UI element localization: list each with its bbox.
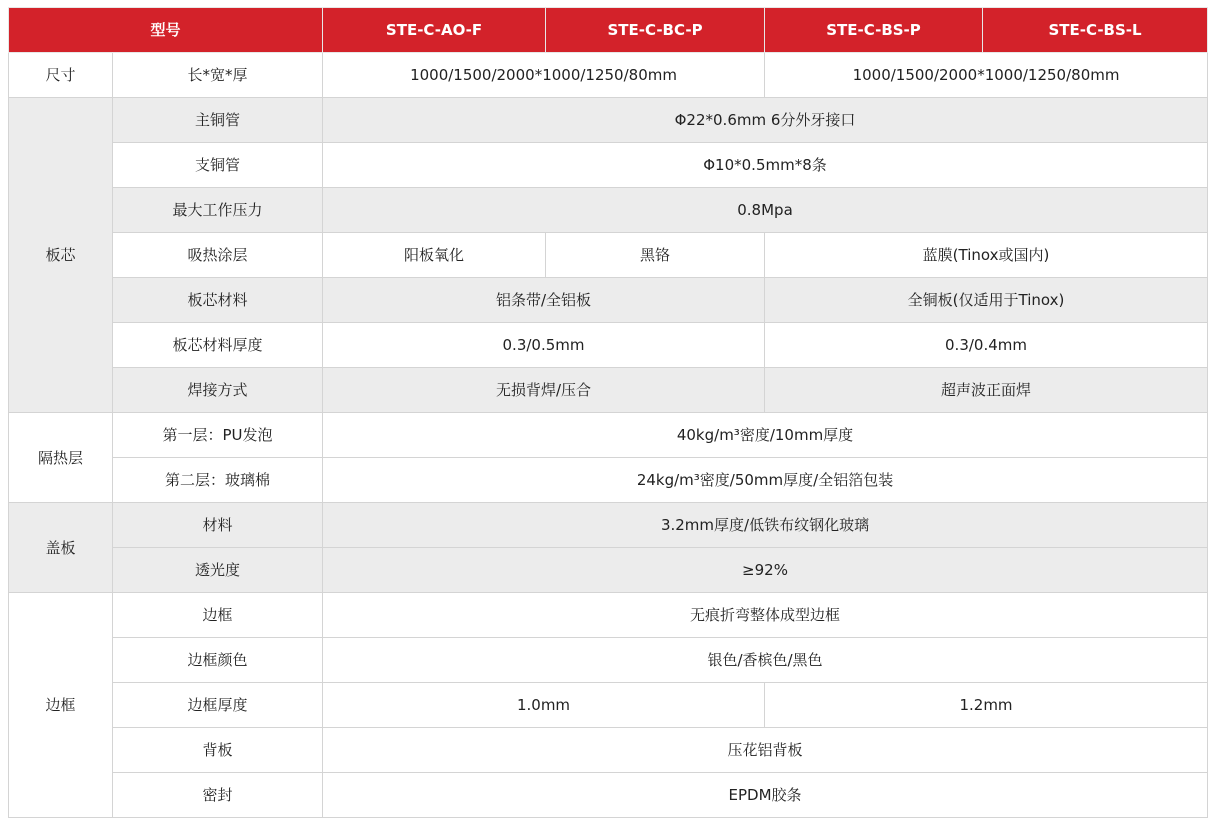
value-cell: Φ10*0.5mm*8条 — [323, 143, 1208, 188]
value-cell: 1.0mm — [323, 683, 765, 728]
value-cell: 0.3/0.5mm — [323, 323, 765, 368]
value-cell: EPDM胶条 — [323, 773, 1208, 818]
category-cell: 尺寸 — [9, 53, 113, 98]
param-cell: 第一层：PU发泡 — [113, 413, 323, 458]
value-cell: 1.2mm — [765, 683, 1208, 728]
model-column-header: STE-C-BS-P — [765, 8, 983, 53]
value-cell: 1000/1500/2000*1000/1250/80mm — [765, 53, 1208, 98]
table-row — [9, 143, 1208, 188]
table-row — [9, 323, 1208, 368]
value-cell: 3.2mm厚度/低铁布纹钢化玻璃 — [323, 503, 1208, 548]
param-cell: 板芯材料 — [113, 278, 323, 323]
param-cell: 边框厚度 — [113, 683, 323, 728]
value-cell: 无损背焊/压合 — [323, 368, 765, 413]
value-cell: ≥92% — [323, 548, 1208, 593]
spec-table — [8, 7, 1208, 818]
value-cell: 铝条带/全铝板 — [323, 278, 765, 323]
table-row — [9, 188, 1208, 233]
value-cell: 0.8Mpa — [323, 188, 1208, 233]
table-row — [9, 683, 1208, 728]
table-row — [9, 368, 1208, 413]
table-row — [9, 233, 1208, 278]
value-cell: 压花铝背板 — [323, 728, 1208, 773]
value-cell: 黑铬 — [546, 233, 765, 278]
table-row — [9, 98, 1208, 143]
value-cell: 1000/1500/2000*1000/1250/80mm — [323, 53, 765, 98]
value-cell: 银色/香槟色/黑色 — [323, 638, 1208, 683]
table-row — [9, 548, 1208, 593]
value-cell: 24kg/m³密度/50mm厚度/全铝箔包装 — [323, 458, 1208, 503]
category-cell: 盖板 — [9, 503, 113, 593]
model-column-header: STE-C-BC-P — [546, 8, 765, 53]
category-cell: 板芯 — [9, 98, 113, 413]
value-cell: 0.3/0.4mm — [765, 323, 1208, 368]
value-cell: 阳板氧化 — [323, 233, 546, 278]
header-row — [9, 8, 1208, 53]
param-cell: 背板 — [113, 728, 323, 773]
param-cell: 边框颜色 — [113, 638, 323, 683]
category-cell: 边框 — [9, 593, 113, 818]
table-row — [9, 773, 1208, 818]
value-cell: 无痕折弯整体成型边框 — [323, 593, 1208, 638]
param-cell: 长*宽*厚 — [113, 53, 323, 98]
param-cell: 支铜管 — [113, 143, 323, 188]
category-cell: 隔热层 — [9, 413, 113, 503]
param-cell: 主铜管 — [113, 98, 323, 143]
value-cell: 蓝膜(Tinox或国内) — [765, 233, 1208, 278]
value-cell: Φ22*0.6mm 6分外牙接口 — [323, 98, 1208, 143]
model-column-header: STE-C-AO-F — [323, 8, 546, 53]
value-cell: 超声波正面焊 — [765, 368, 1208, 413]
value-cell: 40kg/m³密度/10mm厚度 — [323, 413, 1208, 458]
table-row — [9, 458, 1208, 503]
param-cell: 吸热涂层 — [113, 233, 323, 278]
table-row — [9, 413, 1208, 458]
param-cell: 透光度 — [113, 548, 323, 593]
param-cell: 最大工作压力 — [113, 188, 323, 233]
table-row — [9, 638, 1208, 683]
model-label: 型号 — [9, 8, 323, 53]
param-cell: 焊接方式 — [113, 368, 323, 413]
value-cell: 全铜板(仅适用于Tinox) — [765, 278, 1208, 323]
param-cell: 密封 — [113, 773, 323, 818]
table-row — [9, 278, 1208, 323]
param-cell: 第二层：玻璃棉 — [113, 458, 323, 503]
param-cell: 边框 — [113, 593, 323, 638]
model-column-header: STE-C-BS-L — [983, 8, 1208, 53]
param-cell: 材料 — [113, 503, 323, 548]
table-row — [9, 728, 1208, 773]
param-cell: 板芯材料厚度 — [113, 323, 323, 368]
table-row — [9, 53, 1208, 98]
table-row — [9, 503, 1208, 548]
table-row — [9, 593, 1208, 638]
